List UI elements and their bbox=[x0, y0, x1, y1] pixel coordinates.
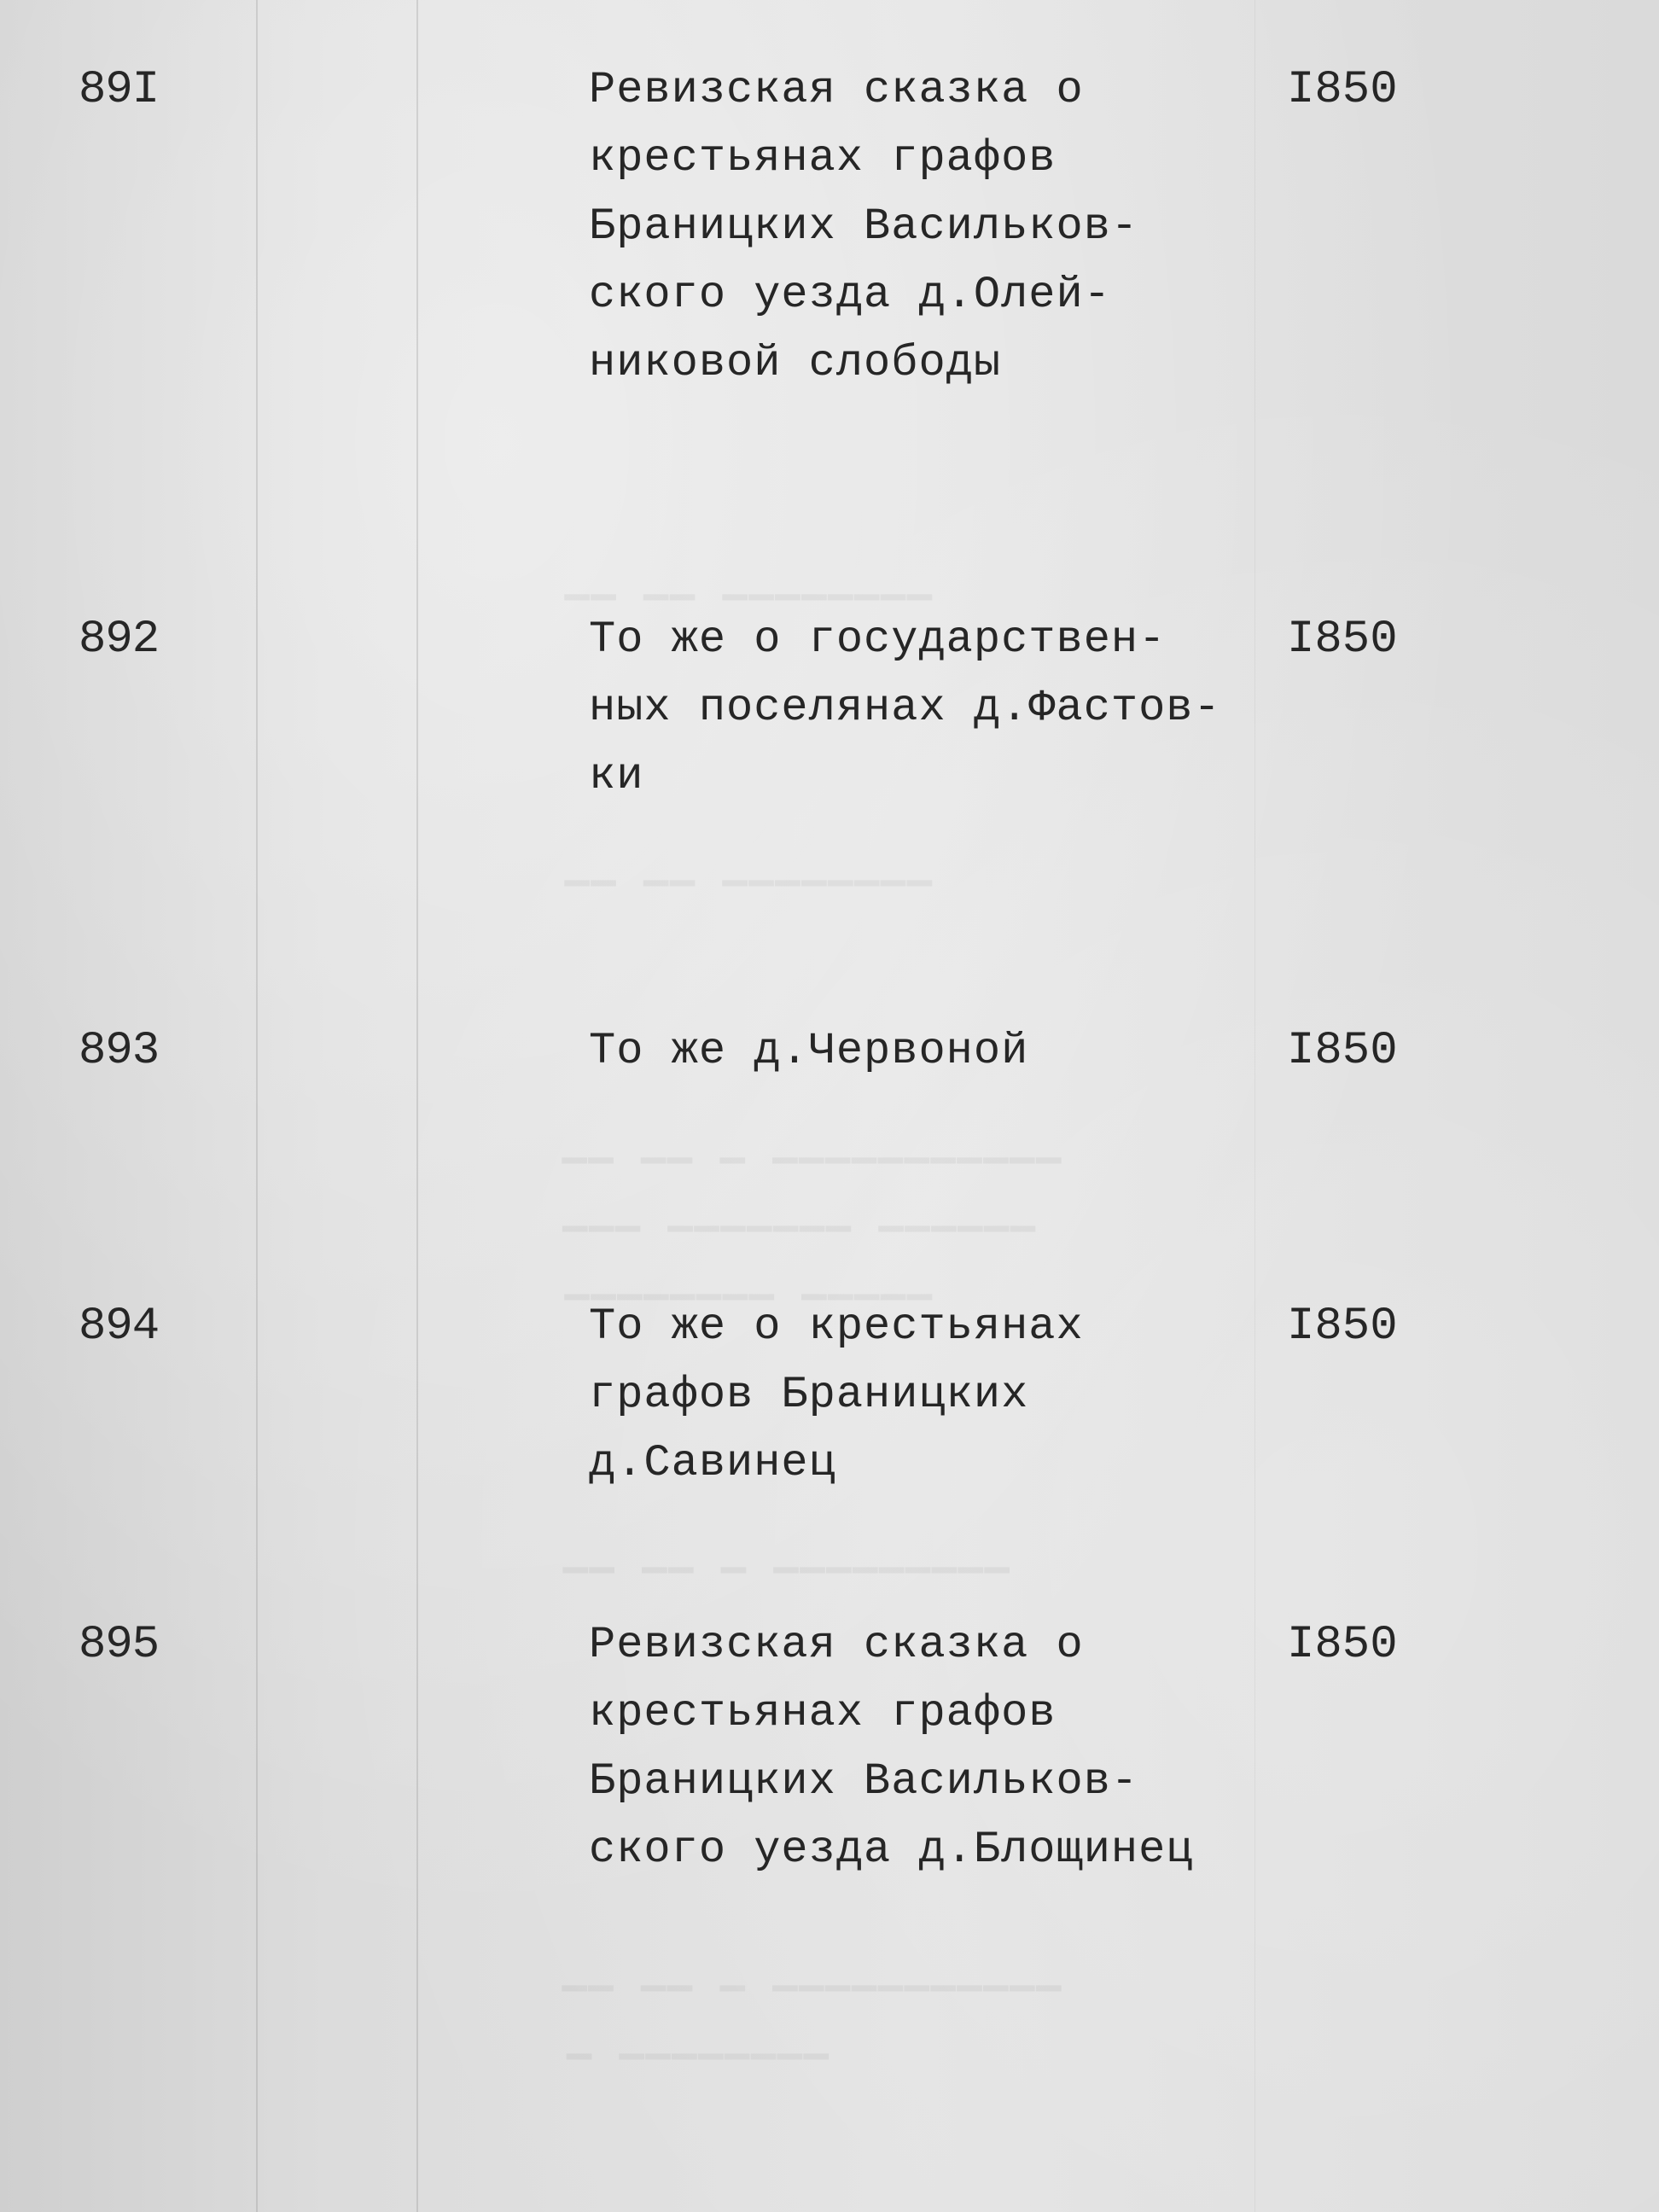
description-line: Ревизская сказка о bbox=[589, 65, 1084, 115]
description-line: графов Браницких bbox=[589, 1370, 1029, 1420]
description-line: ных поселянах д.Фастов- bbox=[589, 683, 1221, 733]
description-line: Браницких Васильков- bbox=[589, 201, 1139, 252]
entry-description bbox=[589, 56, 1254, 398]
bleed-through-mark: ▁▁ ▁▁ ▁▁▁▁▁▁▁▁ bbox=[564, 558, 934, 602]
bleed-through-mark: ▁▁ ▁▁ ▁▁▁▁▁▁▁▁ bbox=[564, 844, 934, 888]
bleed-through-mark: ▁▁▁ ▁▁▁▁▁▁▁ ▁▁▁▁▁▁ bbox=[562, 1190, 1038, 1234]
entry-year: I850 bbox=[1287, 1025, 1398, 1077]
entry-number: 892 bbox=[79, 614, 160, 666]
bleed-through-mark: ▁ ▁▁▁▁▁▁▁▁ bbox=[567, 2017, 830, 2062]
entry-description bbox=[589, 1293, 1254, 1498]
entry-year: I850 bbox=[1287, 614, 1398, 666]
description-line: То же о крестьянах bbox=[589, 1301, 1084, 1352]
description-line: Ревизская сказка о bbox=[589, 1620, 1084, 1670]
bleed-through-mark: ▁▁▁▁▁▁▁▁ ▁▁▁▁▁ bbox=[564, 1258, 934, 1302]
description-line: никовой слободы bbox=[589, 338, 1002, 388]
description-line: ки bbox=[589, 751, 644, 801]
bleed-through-mark: ▁▁ ▁▁ ▁ ▁▁▁▁▁▁▁▁▁ bbox=[562, 1531, 1011, 1575]
entry-description bbox=[589, 1017, 1254, 1086]
entry-number: 894 bbox=[79, 1301, 160, 1353]
description-line: ского уезда д.Олей- bbox=[589, 270, 1111, 320]
description-line: д.Савинец bbox=[589, 1438, 836, 1488]
bleed-through-mark: ▁▁ ▁▁ ▁ ▁▁▁▁▁▁▁▁▁▁▁ bbox=[562, 1949, 1063, 1994]
entry-year: I850 bbox=[1287, 64, 1398, 116]
column-rule-right bbox=[1254, 0, 1255, 2212]
bleed-through-mark: ▁▁ ▁▁ ▁ ▁▁▁▁▁▁▁▁▁▁▁ bbox=[562, 1121, 1063, 1166]
entry-year: I850 bbox=[1287, 1619, 1398, 1671]
description-line: Браницких Васильков- bbox=[589, 1756, 1139, 1807]
entry-year: I850 bbox=[1287, 1301, 1398, 1353]
description-line: крестьянах графов bbox=[589, 133, 1057, 183]
column-rule-middle bbox=[416, 0, 418, 2212]
description-line: ского уезда д.Блощинец bbox=[589, 1825, 1194, 1875]
entry-number: 893 bbox=[79, 1025, 160, 1077]
entry-description bbox=[589, 606, 1254, 811]
entry-number: 89I bbox=[79, 64, 160, 116]
column-rule-left bbox=[256, 0, 258, 2212]
description-line: То же д.Червоной bbox=[589, 1026, 1029, 1076]
description-line: крестьянах графов bbox=[589, 1688, 1057, 1738]
entry-description bbox=[589, 1611, 1254, 1884]
entry-number: 895 bbox=[79, 1619, 160, 1671]
description-line: То же о государствен- bbox=[589, 614, 1167, 665]
